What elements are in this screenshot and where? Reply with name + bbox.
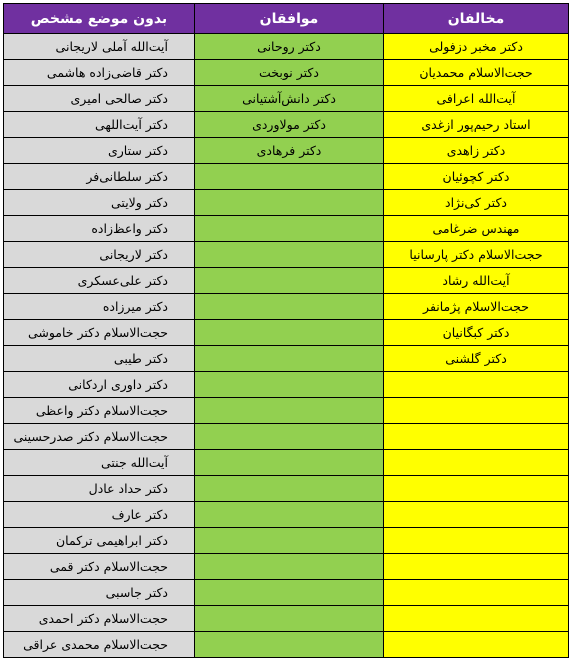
cell-opponent <box>384 528 569 554</box>
cell-opponent <box>384 502 569 528</box>
cell-opponent <box>384 398 569 424</box>
cell-opponent: حجت‌الاسلام محمدیان <box>384 60 569 86</box>
table-row <box>4 190 569 216</box>
cell-supporter <box>195 632 384 658</box>
cell-opponent: دکتر کبگانیان <box>384 320 569 346</box>
cell-supporter <box>195 424 384 450</box>
cell-no-position: حجت‌الاسلام دکتر واعظی <box>4 398 195 424</box>
header-opponents: مخالفان <box>384 4 569 34</box>
cell-no-position: آیت‌الله آملی لاریجانی <box>4 34 195 60</box>
cell-no-position: حجت‌الاسلام دکتر قمی <box>4 554 195 580</box>
cell-opponent: دکتر گلشنی <box>384 346 569 372</box>
cell-opponent <box>384 606 569 632</box>
table-row <box>4 398 569 424</box>
table-row <box>4 216 569 242</box>
cell-opponent: مهندس ضرغامی <box>384 216 569 242</box>
cell-supporter <box>195 502 384 528</box>
cell-no-position: حجت‌الاسلام دکتر خاموشی <box>4 320 195 346</box>
cell-no-position: دکتر لاریجانی <box>4 242 195 268</box>
table-row <box>4 346 569 372</box>
table-row <box>4 164 569 190</box>
header-supporters: موافقان <box>195 4 384 34</box>
table-row <box>4 294 569 320</box>
cell-no-position: حجت‌الاسلام دکتر احمدی <box>4 606 195 632</box>
cell-opponent: دکتر کچوئیان <box>384 164 569 190</box>
cell-opponent: حجت‌الاسلام دکتر پارسانیا <box>384 242 569 268</box>
cell-supporter <box>195 398 384 424</box>
cell-supporter <box>195 580 384 606</box>
cell-no-position: دکتر قاضی‌زاده هاشمی <box>4 60 195 86</box>
cell-supporter: دکتر فرهادی <box>195 138 384 164</box>
cell-no-position: دکتر آیت‌اللهی <box>4 112 195 138</box>
cell-supporter: دکتر دانش‌آشتیانی <box>195 86 384 112</box>
cell-no-position: دکتر صالحی امیری <box>4 86 195 112</box>
table-row <box>4 606 569 632</box>
table-row <box>4 34 569 60</box>
table-row <box>4 632 569 658</box>
cell-opponent <box>384 372 569 398</box>
cell-opponent: دکتر مخبر دزفولی <box>384 34 569 60</box>
cell-no-position: دکتر ابراهیمی ترکمان <box>4 528 195 554</box>
cell-no-position: دکتر علی‌عسکری <box>4 268 195 294</box>
cell-opponent <box>384 476 569 502</box>
cell-no-position: دکتر داوری اردکانی <box>4 372 195 398</box>
cell-no-position: دکتر میرزاده <box>4 294 195 320</box>
header-row <box>4 4 569 34</box>
table-row <box>4 268 569 294</box>
cell-supporter <box>195 216 384 242</box>
cell-opponent <box>384 580 569 606</box>
cell-opponent <box>384 450 569 476</box>
cell-no-position: دکتر عارف <box>4 502 195 528</box>
cell-no-position: دکتر ستاری <box>4 138 195 164</box>
cell-opponent: آیت‌الله رشاد <box>384 268 569 294</box>
cell-no-position: دکتر ولایتی <box>4 190 195 216</box>
table-row <box>4 320 569 346</box>
header-no-position: بدون موضع مشخص <box>4 4 195 34</box>
cell-supporter <box>195 554 384 580</box>
cell-supporter <box>195 450 384 476</box>
table-row <box>4 372 569 398</box>
table-row <box>4 502 569 528</box>
table-row <box>4 424 569 450</box>
cell-supporter <box>195 294 384 320</box>
table-row <box>4 138 569 164</box>
cell-supporter <box>195 346 384 372</box>
cell-no-position: حجت‌الاسلام دکتر صدرحسینی <box>4 424 195 450</box>
cell-no-position: دکتر طیبی <box>4 346 195 372</box>
cell-supporter <box>195 606 384 632</box>
cell-supporter: دکتر روحانی <box>195 34 384 60</box>
cell-supporter: دکتر نوبخت <box>195 60 384 86</box>
table-row <box>4 60 569 86</box>
cell-supporter <box>195 242 384 268</box>
cell-opponent <box>384 632 569 658</box>
cell-opponent: استاد رحیم‌پور ازغدی <box>384 112 569 138</box>
cell-opponent <box>384 554 569 580</box>
table-row <box>4 580 569 606</box>
cell-supporter <box>195 164 384 190</box>
cell-opponent: دکتر کی‌نژاد <box>384 190 569 216</box>
cell-no-position: حجت‌الاسلام محمدی عراقی <box>4 632 195 658</box>
cell-supporter <box>195 528 384 554</box>
cell-supporter <box>195 372 384 398</box>
cell-no-position: آیت‌الله جنتی <box>4 450 195 476</box>
cell-no-position: دکتر سلطانی‌فر <box>4 164 195 190</box>
table-row <box>4 112 569 138</box>
table-body <box>4 34 569 658</box>
table-row <box>4 528 569 554</box>
cell-supporter <box>195 190 384 216</box>
cell-opponent: حجت‌الاسلام پژمانفر <box>384 294 569 320</box>
cell-supporter <box>195 268 384 294</box>
table-row <box>4 86 569 112</box>
cell-supporter <box>195 320 384 346</box>
cell-opponent <box>384 424 569 450</box>
cell-no-position: دکتر حداد عادل <box>4 476 195 502</box>
table-row <box>4 476 569 502</box>
table-row <box>4 242 569 268</box>
cell-opponent: دکتر زاهدی <box>384 138 569 164</box>
table-row <box>4 450 569 476</box>
positions-table <box>3 3 569 658</box>
cell-supporter: دکتر مولاوردی <box>195 112 384 138</box>
cell-supporter <box>195 476 384 502</box>
cell-no-position: دکتر جاسبی <box>4 580 195 606</box>
table-row <box>4 554 569 580</box>
cell-no-position: دکتر واعظ‌زاده <box>4 216 195 242</box>
cell-opponent: آیت‌الله اعرافی <box>384 86 569 112</box>
